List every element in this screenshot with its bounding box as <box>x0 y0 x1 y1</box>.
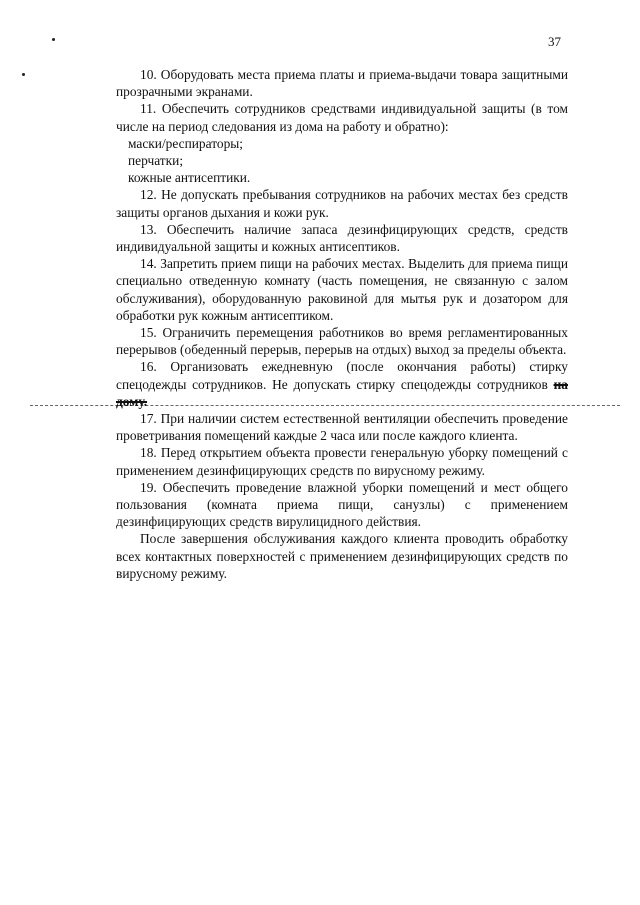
document-body <box>116 66 568 582</box>
sub-item: маски/респираторы; <box>128 135 243 151</box>
item-14: 14. Запретить прием пищи на рабочих местах. Выделить для приема пищи специально отведенную комнату (часть помещения, не связанную с залом обслуживания), оборудованную раковиной для мытья рук и дозатором для обработки рук кожным антисептиком. <box>116 256 568 323</box>
sub-item: перчатки; <box>128 153 184 169</box>
item-19: 19. Обеспечить проведение влажной уборки помещений и мест общего пользования (комната приема пищи, санузлы) с применением дезинфицирующих средств вирулицидного действия. <box>116 479 568 530</box>
item-16 <box>116 358 568 410</box>
scan-speck <box>22 73 25 76</box>
struck-text: на дому. <box>116 376 568 409</box>
sub-item: кожные антисептики. <box>128 170 251 186</box>
item-16-text: 16. Организовать ежедневную (после окончания работы) стирку спецодежды сотрудников. Не допускать стирку спецодежды сотрудников <box>116 359 568 392</box>
item-15: 15. Ограничить перемещения работников во время регламентированных перерывов (обеденный перерыв, перерыв на отдых) выход за пределы объекта. <box>116 325 568 358</box>
item-18: 18. Перед открытием объекта провести генеральную уборку помещений с применением дезинфицирующих средств по вирусному режиму. <box>116 445 568 478</box>
item-10: 10. Оборудовать места приема платы и приема-выдачи товара защитными прозрачными экранами. <box>116 67 568 100</box>
final-paragraph: После завершения обслуживания каждого клиента проводить обработку всех контактных поверхностей с применением дезинфицирующих средств по вирусному режиму. <box>116 531 568 581</box>
item-13: 13. Обеспечить наличие запаса дезинфицирующих средств, средств индивидуальной защиты и кожных антисептиков. <box>116 221 568 255</box>
item-12: 12. Не допускать пребывания сотрудников на рабочих местах без средств защиты органов дыхания и кожи рук. <box>116 187 568 220</box>
page-number: 37 <box>548 34 561 49</box>
item-17: 17. При наличии систем естественной вентиляции обеспечить проведение проветривания помещений каждые 2 часа или после каждого клиента. <box>116 411 568 444</box>
scan-speck <box>52 38 55 41</box>
item-11: 11. Обеспечить сотрудников средствами индивидуальной защиты (в том числе на период следования из дома на работу и обратно): <box>116 101 568 134</box>
